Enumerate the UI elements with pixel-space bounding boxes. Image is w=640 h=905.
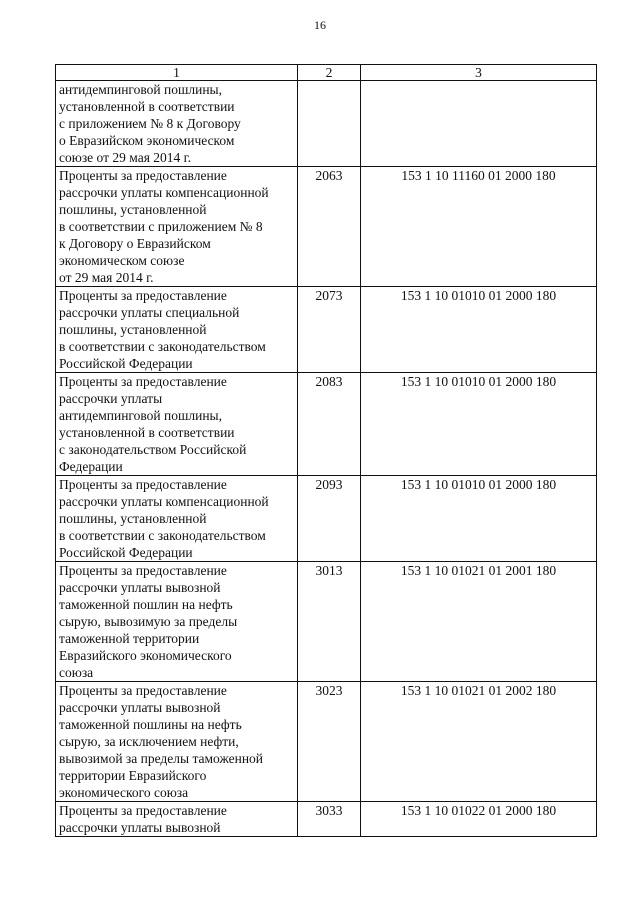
table-row xyxy=(56,81,597,167)
payment-name: антидемпинговой пошлины, установленной в соответствии с приложением № 8 к Договору о Евразийском экономическом союзе от 29 мая 2014 г. xyxy=(56,81,298,167)
table-row xyxy=(56,802,597,837)
payment-name: Проценты за предоставление рассрочки уплаты антидемпинговой пошлины, установленной в соответствии с законодательством Российской Федерации xyxy=(56,373,298,476)
budget-classification-code: 153 1 10 01021 01 2001 180 xyxy=(361,562,597,682)
payment-code: 2093 xyxy=(298,476,361,562)
table-row xyxy=(56,167,597,287)
budget-classification-code: 153 1 10 01010 01 2000 180 xyxy=(361,287,597,373)
payment-name: Проценты за предоставление рассрочки уплаты вывозной таможенной пошлин на нефть сырую, вывозимую за пределы таможенной территории Евразийского экономического союза xyxy=(56,562,298,682)
budget-classification-code: 153 1 10 01021 01 2002 180 xyxy=(361,682,597,802)
budget-classification-code: 153 1 10 11160 01 2000 180 xyxy=(361,167,597,287)
page-number: 16 xyxy=(314,18,326,32)
table-row xyxy=(56,562,597,682)
payment-code: 3033 xyxy=(298,802,361,837)
payment-code xyxy=(298,81,361,167)
table-row xyxy=(56,476,597,562)
table-row xyxy=(56,682,597,802)
payment-code: 2063 xyxy=(298,167,361,287)
column-header-3: 3 xyxy=(361,65,597,81)
payment-code: 3013 xyxy=(298,562,361,682)
payment-code: 3023 xyxy=(298,682,361,802)
budget-classification-code: 153 1 10 01010 01 2000 180 xyxy=(361,476,597,562)
payment-code: 2083 xyxy=(298,373,361,476)
payment-name: Проценты за предоставление рассрочки уплаты вывозной таможенной пошлины на нефть сырую, за исключением нефти, вывозимой за пределы таможенной территории Евразийского экономического союза xyxy=(56,682,298,802)
column-header-2: 2 xyxy=(298,65,361,81)
payment-name: Проценты за предоставление рассрочки уплаты специальной пошлины, установленной в соответствии с законодательством Российской Федерации xyxy=(56,287,298,373)
payment-name: Проценты за предоставление рассрочки уплаты компенсационной пошлины, установленной в соответствии с приложением № 8 к Договору о Евразийском экономическом союзе от 29 мая 2014 г. xyxy=(56,167,298,287)
table-row xyxy=(56,373,597,476)
payment-name: Проценты за предоставление рассрочки уплаты компенсационной пошлины, установленной в соответствии с законодательством Российской Федерации xyxy=(56,476,298,562)
codes-table xyxy=(55,64,597,837)
budget-classification-code: 153 1 10 01010 01 2000 180 xyxy=(361,373,597,476)
table-header-row xyxy=(56,65,597,81)
column-header-1: 1 xyxy=(56,65,298,81)
budget-classification-code xyxy=(361,81,597,167)
payment-name: Проценты за предоставление рассрочки уплаты вывозной xyxy=(56,802,298,837)
table-row xyxy=(56,287,597,373)
payment-code: 2073 xyxy=(298,287,361,373)
budget-classification-code: 153 1 10 01022 01 2000 180 xyxy=(361,802,597,837)
